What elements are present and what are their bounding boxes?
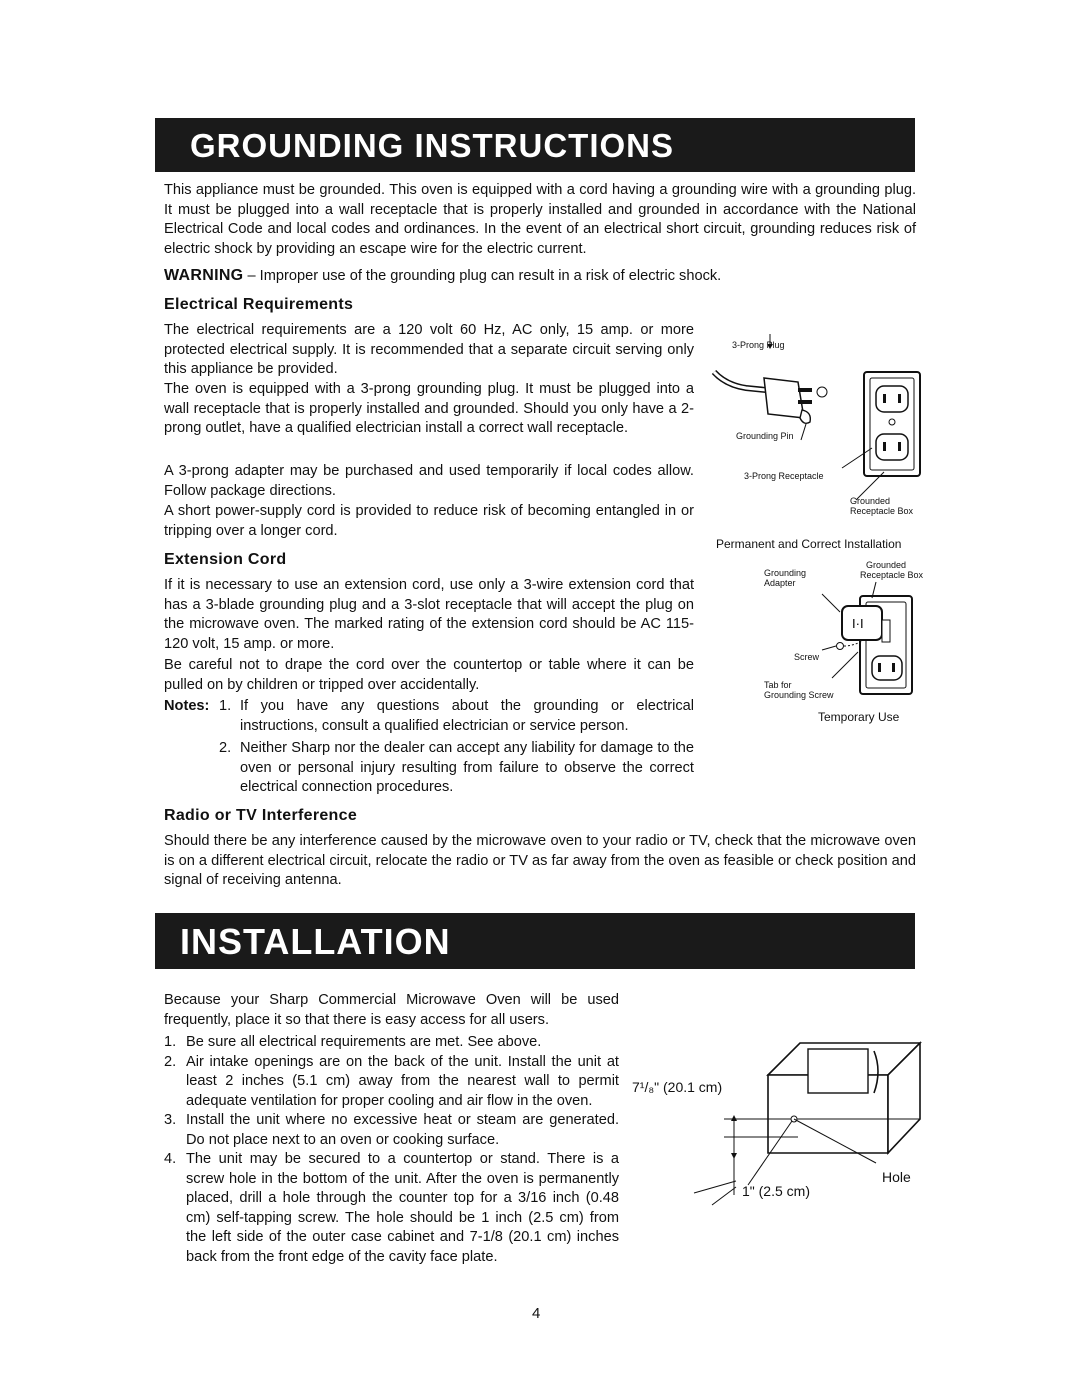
radio-p1: Should there be any interference caused by the microwave oven to your radio or TV, check that the microwave oven is on a different electrical circuit, relocate the radio or TV as far away from the oven as feasible or check position and signal of receiving antenna. <box>164 833 916 888</box>
label-3-prong-plug: 3-Prong Plug <box>732 340 785 350</box>
upper-outlet <box>876 386 908 412</box>
warning-label: WARNING <box>164 267 244 284</box>
note1-num: 1. <box>219 698 232 714</box>
note2-num: 2. <box>219 740 232 756</box>
electrical-p3: A 3-prong adapter may be purchased and used temporarily if local codes allow. Follow package directions. <box>164 463 694 499</box>
extension-heading: Extension Cord <box>164 551 287 568</box>
grounding-intro: This appliance must be grounded. This oven is equipped with a cord having a grounding wire with a grounding plug. It must be plugged into a wall receptacle that is properly installed and grounded in accordance with the National Electrical Code and local codes and ordinances. In the event of an electrical short circuit, grounding reduces risk of electric shock by providing an escape wire for the electric current. <box>164 182 916 257</box>
label-grounding-adapter-1: Grounding <box>764 568 807 578</box>
installation-list <box>164 1033 619 1267</box>
installation-title: INSTALLATION <box>180 921 451 962</box>
label-3-prong-receptacle: 3-Prong Receptacle <box>744 471 824 481</box>
electrical-p4: A short power-supply cord is provided to reduce risk of becoming entangled in or tripping over a longer cord. <box>164 503 694 539</box>
label-grounding-screw: Grounding Screw <box>764 690 834 700</box>
radio-heading: Radio or TV Interference <box>164 807 358 824</box>
notes-label: Notes: <box>164 698 210 714</box>
electrical-p2: The oven is equipped with a 3-prong grounding plug. It must be plugged into a wall receptacle that is properly installed and grounded. Should you only have a 2-prong outlet, have a qualified electrician install a correct wall receptacle. <box>164 381 694 436</box>
label-temp-grounded: Grounded <box>866 560 907 570</box>
label-depth-dimension: 7¹/₈" (20.1 cm) <box>632 1079 723 1095</box>
grounding-title: GROUNDING INSTRUCTIONS <box>190 127 674 164</box>
label-screw: Screw <box>794 652 820 662</box>
label-grounding-adapter-2: Adapter <box>764 578 796 588</box>
lower-outlet-temp <box>872 656 902 680</box>
oven-placement-illustration <box>628 1035 928 1255</box>
oven-window <box>808 1049 868 1093</box>
label-temp-receptacle-box: Receptacle Box <box>860 570 924 580</box>
label-side-dimension: 1" (2.5 cm) <box>742 1183 810 1199</box>
extension-p1: If it is necessary to use an extension cord, use only a 3-wire extension cord that has a 3-blade grounding plug and a 3-slot receptacle that will accept the plug on the microwave oven. The marked rating of the extension cord should be AC 115-120 volt, 15 amp. or more. <box>164 577 694 652</box>
label-receptacle-box: Receptacle Box <box>850 506 914 516</box>
installation-item-2: 2. Air intake openings are on the back of the unit. Install the unit at least 2 inches (5.1 cm) away from the nearest wall to permit adequate ventilation for proper cooling and air flow in the oven. <box>164 1053 619 1109</box>
installation-item-1: 1. Be sure all electrical requirements are met. See above. <box>164 1034 542 1050</box>
grounding-pin <box>800 410 810 423</box>
figure-permanent-installation <box>706 330 936 560</box>
lower-outlet <box>876 434 908 460</box>
warning-line <box>164 266 916 287</box>
screw-icon <box>822 646 836 650</box>
installation-item-4: 4. The unit may be secured to a countertop or stand. There is a screw hole in the bottom of the unit. After the oven is permanently placed, drill a hole through the counter top for a 3/16 inch (0.48 cm) self-tapping screw. The hole should be 1 inch (2.5 cm) from the left side of the outer case cabinet and 7-1/8 (20.1 cm) inches back from the front edge of the cavity face plate. <box>164 1151 619 1265</box>
svg-text:I·I: I·I <box>852 616 864 631</box>
figure-temporary-use <box>760 558 936 708</box>
note1-text: If you have any questions about the grounding or electrical instructions, consult a qualified electrician or service person. <box>240 698 694 734</box>
installation-intro: Because your Sharp Commercial Microwave Oven will be used frequently, place it so that there is easy access for all users. <box>164 992 619 1028</box>
warning-text: – Improper use of the grounding plug can result in a risk of electric shock. <box>243 268 722 284</box>
plug-body <box>764 378 804 418</box>
extension-p2: Be careful not to drape the cord over the countertop or table where it can be pulled on by children or tripped over accidentally. <box>164 657 694 693</box>
page-number: 4 <box>532 1305 541 1322</box>
electrical-p1: The electrical requirements are a 120 volt 60 Hz, AC only, 15 amp. or more protected electrical supply. It is recommended that a separate circuit serving only this appliance be provided. <box>164 322 694 377</box>
label-grounded: Grounded <box>850 496 891 506</box>
note2-text: Neither Sharp nor the dealer can accept any liability for damage to the oven or personal injury resulting from failure to observe the correct electrical connection procedures. <box>240 740 694 795</box>
caption-permanent-installation: Permanent and Correct Installation <box>716 537 902 551</box>
label-hole: Hole <box>882 1169 911 1185</box>
label-grounding-pin: Grounding Pin <box>736 431 794 441</box>
label-tab-for: Tab for <box>764 680 792 690</box>
caption-temporary-use: Temporary Use <box>818 710 900 724</box>
installation-item-3: 3. Install the unit where no excessive heat or steam are generated. Do not place next to an oven or cooking surface. <box>164 1112 619 1148</box>
electrical-heading: Electrical Requirements <box>164 296 354 313</box>
plug-and-receptacle-illustration <box>706 330 936 530</box>
figure-oven-placement <box>628 1035 928 1255</box>
